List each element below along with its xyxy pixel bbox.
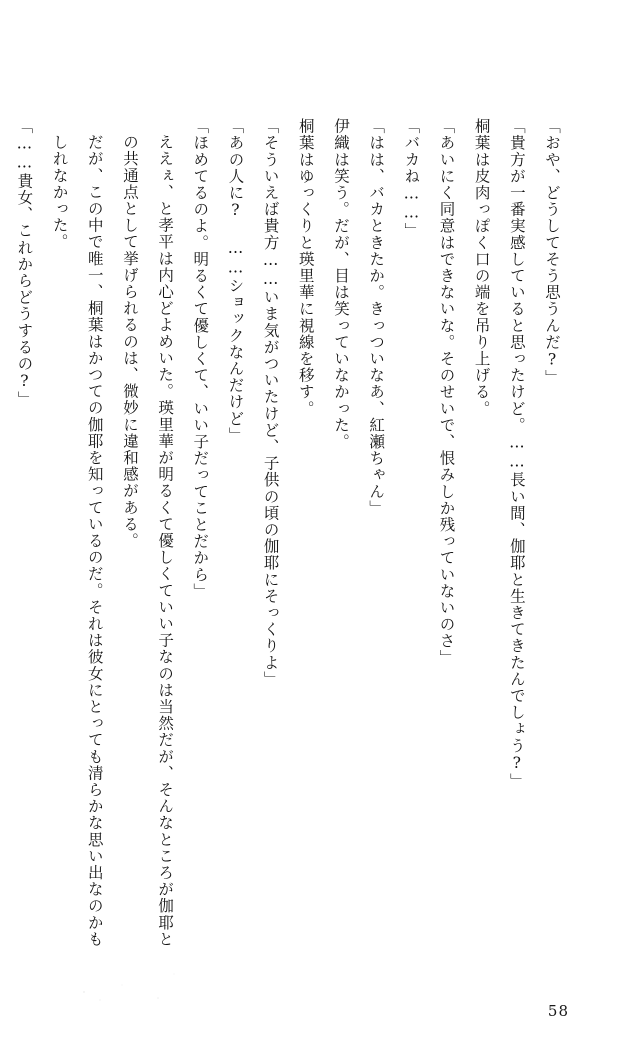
text-line: 「あの人に? ……ショックなんだけど」 (226, 118, 245, 444)
text-line (0, 118, 6, 948)
text-line: 「そういえば貴方……いま気がついたけど、子供の頃の伽耶にそっくりよ」 (261, 118, 280, 688)
body-text (15, 118, 569, 948)
text-line: 「はは、バカときたか。きっついなあ、紅瀬ちゃん」 (367, 118, 386, 517)
text-line: 「……貴女、これからどうするの?」 (15, 118, 34, 408)
text-line: 桐葉は皮肉っぽく口の端を吊り上げる。 (472, 118, 491, 417)
text-line: 桐葉はゆっくりと瑛里華に視線を移す。 (296, 118, 315, 417)
text-line: 伊織は笑う。だが、目は笑っていなかった。 (331, 118, 350, 450)
text-line: 「ほめてるのよ。明るくて優しくて、いい子だってことだから」 (191, 118, 210, 600)
text-line: ええぇ、と孝平は内心どよめいた。瑛里華が明るくて優しくていい子なのは当然だが、そんなところが伽耶との共通点として挙げられるのは、微妙に違和感がある。 (120, 134, 175, 948)
text-line: だが、この中で唯一、桐葉はかつての伽耶を知っているのだ。それは彼女にとっても清らかな思い出なのかもしれなかった。 (50, 134, 104, 948)
text-line: 「おや、どうしてそう思うんだ?」 (543, 118, 561, 387)
page-number: 58 (547, 1002, 569, 1020)
text-line: 「貴方が一番実感していると思ったけど。……長い間、伽耶と生きてきたんでしょう?」 (507, 118, 526, 790)
text-line: 「バカね……」 (402, 118, 421, 240)
text-line: 「あいにく同意はできないな。そのせいで、恨みしか残っていないのさ」 (437, 118, 456, 666)
